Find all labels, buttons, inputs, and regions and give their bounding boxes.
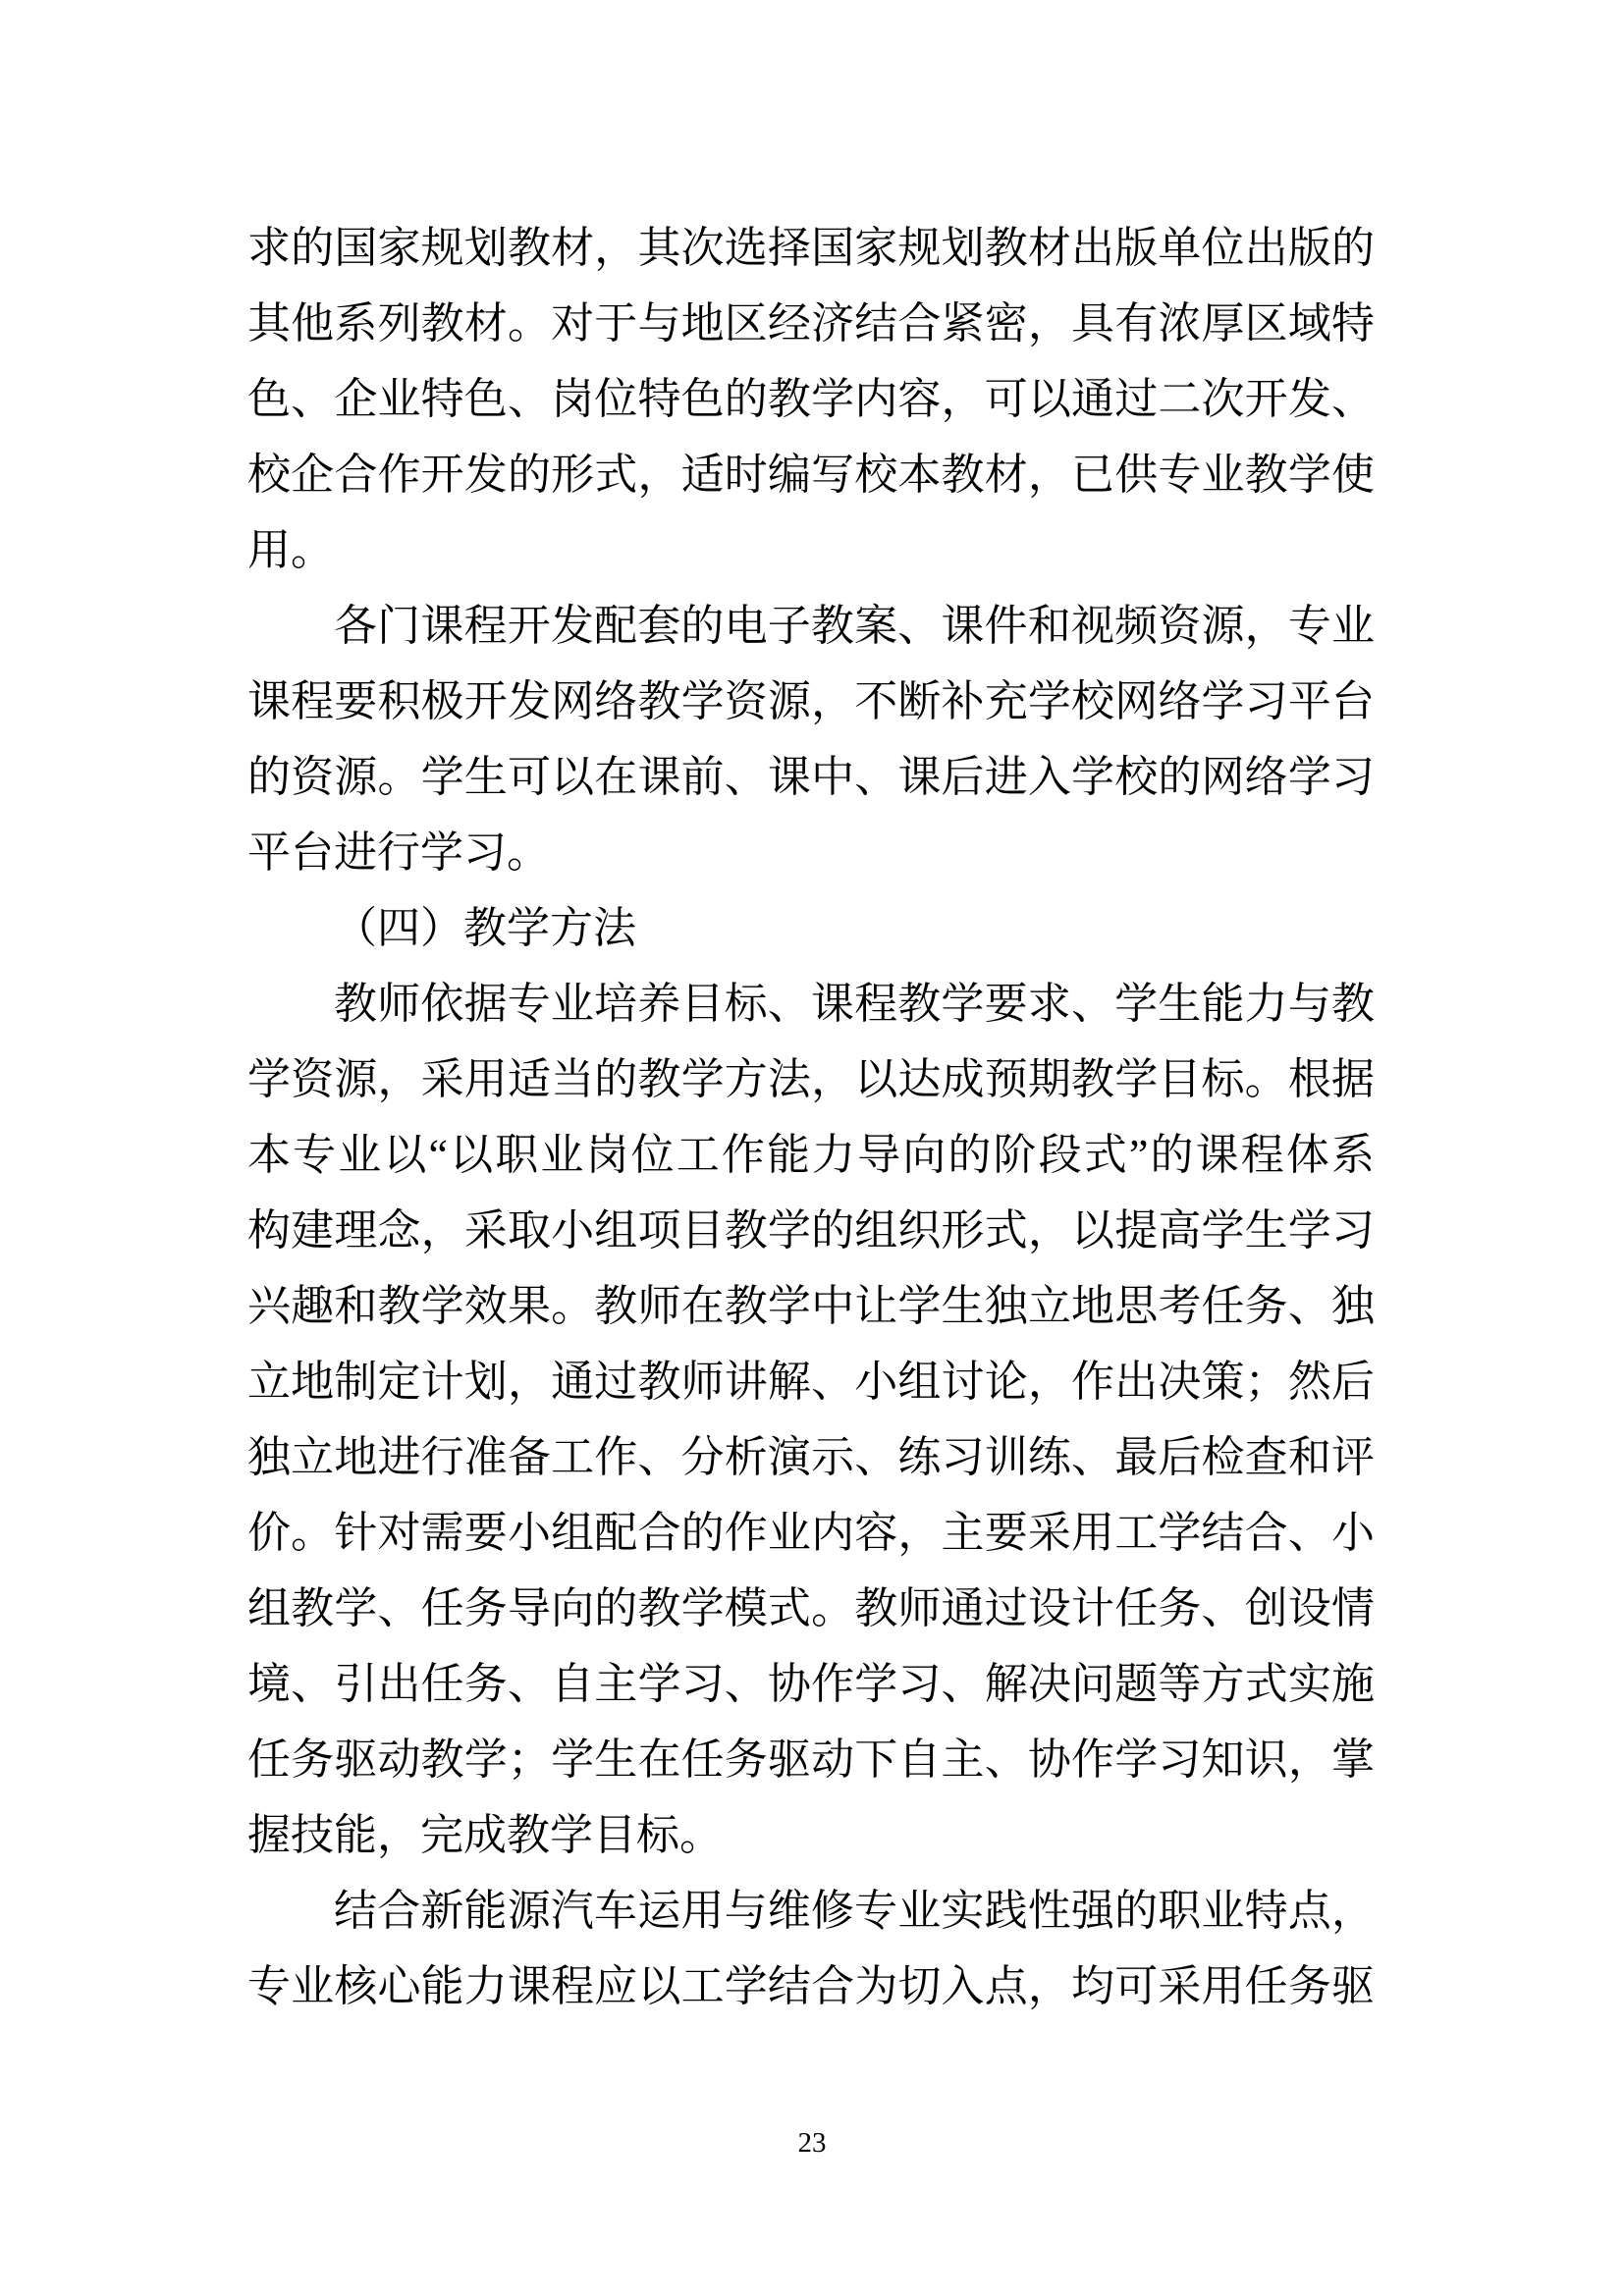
text-line: 平台进行学习。 (247, 828, 550, 877)
text-line: 色、企业特色、岗位特色的教学内容，可以通过二次开发、 (247, 375, 1375, 423)
text-line: 境、引出任务、自主学习、协作学习、解决问题等方式实施 (247, 1660, 1375, 1708)
section-heading: （四）教学方法 (334, 904, 636, 952)
text-line: 课程要积极开发网络教学资源，不断补充学校网络学习平台 (247, 677, 1375, 725)
text-line: 求的国家规划教材，其次选择国家规划教材出版单位出版的 (247, 224, 1375, 272)
text-line: 价。针对需要小组配合的作业内容，主要采用工学结合、小 (247, 1509, 1375, 1557)
text-line: 校企合作开发的形式，适时编写校本教材，已供专业教学使 (247, 451, 1375, 499)
text-line: 结合新能源汽车运用与维修专业实践性强的职业特点， (334, 1887, 1375, 1935)
text-line: 兴趣和教学效果。教师在教学中让学生独立地思考任务、独 (247, 1282, 1375, 1330)
text-line: 各门课程开发配套的电子教案、课件和视频资源，专业 (334, 602, 1375, 650)
text-line: 其他系列教材。对于与地区经济结合紧密，具有浓厚区域特 (247, 299, 1375, 347)
text-line: 独立地进行准备工作、分析演示、练习训练、最后检查和评 (247, 1433, 1375, 1481)
text-line: 教师依据专业培养目标、课程教学要求、学生能力与教 (334, 980, 1375, 1028)
text-line: 立地制定计划，通过教师讲解、小组讨论，作出决策；然后 (247, 1358, 1375, 1406)
text-line: 专业核心能力课程应以工学结合为切入点，均可采用任务驱 (247, 1962, 1375, 2010)
text-line: 本专业以“以职业岗位工作能力导向的阶段式”的课程体系 (247, 1131, 1375, 1179)
text-line: 握技能，完成教学目标。 (247, 1811, 723, 1859)
text-line: 构建理念，采取小组项目教学的组织形式，以提高学生学习 (247, 1206, 1375, 1255)
text-line: 的资源。学生可以在课前、课中、课后进入学校的网络学习 (247, 753, 1375, 801)
text-line: 组教学、任务导向的教学模式。教师通过设计任务、创设情 (247, 1584, 1375, 1632)
text-line: 用。 (247, 526, 334, 574)
text-line: 任务驱动教学；学生在任务驱动下自主、协作学习知识，掌 (247, 1735, 1375, 1784)
page-number: 23 (797, 2127, 827, 2159)
text-line: 学资源，采用适当的教学方法，以达成预期教学目标。根据 (247, 1055, 1375, 1103)
text-block (247, 210, 1375, 2024)
